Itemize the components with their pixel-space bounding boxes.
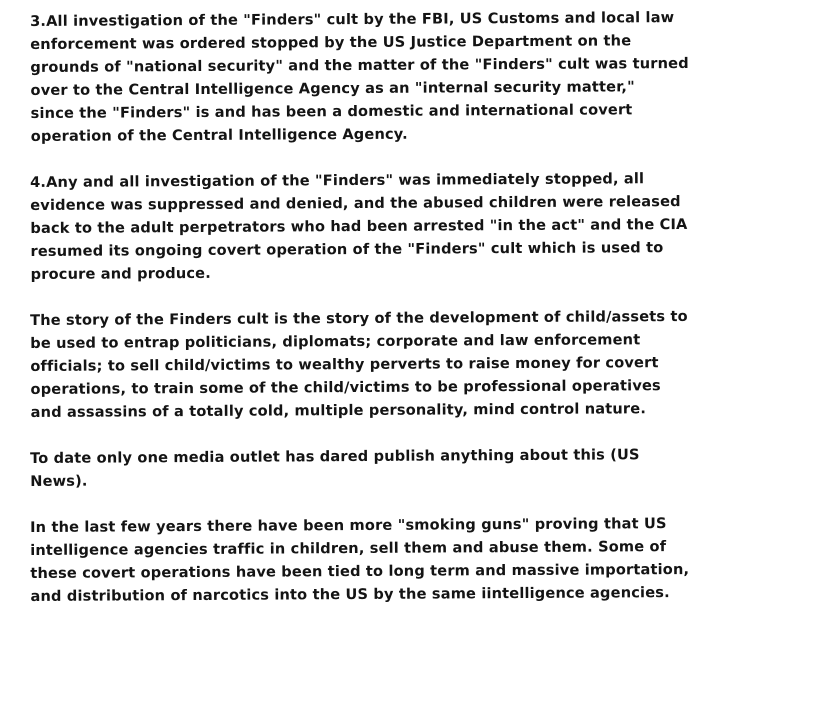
text-line: officials; to sell child/victims to wealthy perverts to raise money for covert [30,354,659,375]
text-line: intelligence agencies traffic in children, sell them and abuse them. Some of [30,538,667,559]
paragraph-3-investigation-stopped [30,5,809,148]
text-line: operation of the Central Intelligence Agency. [30,125,408,145]
text-line: News). [30,472,88,490]
text-line: enforcement was ordered stopped by the US Justice Department on the [30,32,632,53]
text-line: In the last few years there have been more "smoking guns" proving that US [30,515,667,536]
paragraph-4-evidence-suppressed [30,166,809,286]
text-line: over to the Central Intelligence Agency as an "internal security matter," [30,78,635,99]
paragraph-finders-story [30,304,809,424]
text-line: To date only one media outlet has dared publish anything about this (US [30,446,640,467]
text-line: since the "Finders" is and has been a domestic and international covert [30,101,633,122]
paragraph-media-outlet [30,442,808,493]
text-line: be used to entrap politicians, diplomats; corporate and law enforcement [30,331,641,352]
text-line: 4.Any and all investigation of the "Finders" was immediately stopped, all [30,170,645,191]
text-line: 3.All investigation of the "Finders" cult by the FBI, US Customs and local law [30,9,675,30]
text-line: operations, to train some of the child/victims to be professional operatives [30,377,661,398]
text-line: evidence was suppressed and denied, and the abused children were released [30,193,681,214]
text-line: these covert operations have been tied to long term and massive importation, [30,560,690,582]
text-line: resumed its ongoing covert operation of the "Finders" cult which is used to [30,239,664,260]
text-line: procure and produce. [30,264,211,283]
paragraph-smoking-guns [30,511,809,608]
text-line: grounds of "national security" and the matter of the "Finders" cult was turned [30,54,689,76]
text-line: The story of the Finders cult is the story of the development of child/assets to [30,307,688,329]
text-line: and distribution of narcotics into the US by the same iintelligence agencies. [30,584,670,605]
text-line: and assassins of a totally cold, multiple personality, mind control nature. [30,400,647,421]
text-line: back to the adult perpetrators who had been arrested "in the act" and the CIA [30,215,688,237]
